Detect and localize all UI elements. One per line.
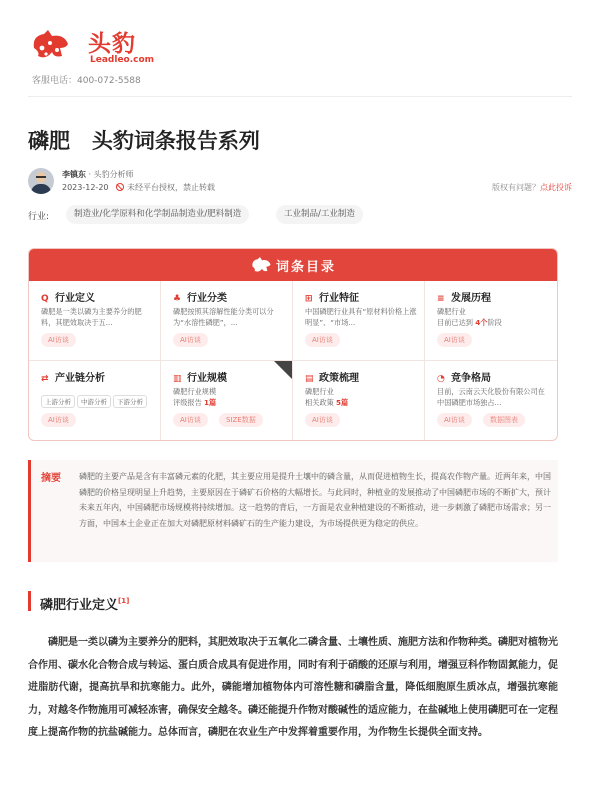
abstract-text: 磷肥的主要产品是含有丰富磷元素的化肥，其主要应用是提升土壤中的磷含量，从而促进植物生长，提高农作物产量。近两年来，中国磷肥的价格呈现明显上升趋势，主要原因在于磷矿石价格的大幅增长。与此同时，种植业的发展推动了中国磷肥市场的不断扩大，预计未来五年内，中国磷肥市场规模将持续增加。这一趋势的背后，一方面是农业种植建设的不断推动，进一步刺激了磷肥市场需求；另一方面，中国本土企业正在加大对磷肥原材料磷矿石的生产能力建设，为市场提供更为稳定的供应。 — [79, 472, 551, 528]
toc-item-market-size[interactable]: ▥ 行业规模 磷肥行业规模 评级报告 1篇 AI访谈 SIZE数据 — [161, 361, 293, 441]
corner-badge — [274, 361, 292, 379]
ai-interview-chip[interactable]: AI访谈 — [173, 413, 208, 427]
size-data-chip[interactable]: SIZE数据 — [219, 413, 263, 427]
toc-title: 词条目录 — [275, 260, 336, 275]
copyright-complaint: 版权有问题？点此投诉 — [492, 183, 572, 192]
ai-interview-chip[interactable]: AI访谈 — [437, 413, 472, 427]
table-of-contents — [28, 248, 558, 441]
section-body: 磷肥是一类以磷为主要养分的肥料，其肥效取决于五氧化二磷含量、土壤性质、施肥方法和作物种类。磷肥对植物光合作用、碳水化合物合成与转运、蛋白质合成具有促进作用，同时有利于硝酸的还原与利用，增强豆科作物固氮能力，促进脂肪代谢，提高抗旱和抗寒能力。此外，磷能增加植物体内可溶性糖和磷脂含量，降低细胞原生质冰点，增强抗寒能力，对越冬作物施用可减轻冻害，确保安全越冬。磷还能提升作物对酸碱性的适应能力，在盐碱地上使用磷肥可在一定程度上提高作物的抗盐碱能力。总体而言，磷肥在农业生产中发挥着重要作用，为作物生长提供全面支持。 — [28, 637, 558, 738]
data-chart-chip[interactable]: 数据图表 — [483, 413, 525, 427]
leopard-head-icon — [250, 256, 272, 274]
upstream-chip[interactable]: 上游分析 — [41, 395, 75, 408]
ai-interview-chip[interactable]: AI访谈 — [41, 333, 76, 347]
author-row — [28, 168, 572, 196]
swap-icon: ⇄ — [41, 374, 49, 384]
pie-chart-icon: ◔ — [437, 374, 445, 384]
toc-item-competition[interactable]: ◔ 竞争格局 目前，云南云天化股份有限公司在中国磷肥市场独占... AI访谈 数据图表 — [425, 361, 558, 441]
toc-grid — [29, 281, 557, 441]
complaint-link[interactable]: 点此投诉 — [540, 183, 572, 192]
page-title: 磷肥 头豹词条报告系列 — [28, 129, 260, 153]
header-divider — [28, 96, 572, 97]
author-name[interactable]: 李镇东 · 头豹分析师 — [62, 170, 134, 179]
report-header — [28, 22, 572, 92]
logo-text-en: Leadleo.com — [90, 55, 155, 65]
reference-link[interactable]: [1] — [118, 597, 130, 605]
avatar[interactable] — [28, 168, 54, 194]
ai-interview-chip[interactable]: AI访谈 — [437, 333, 472, 347]
authorization-note: 未经平台授权，禁止转载 — [116, 182, 215, 193]
grid-icon: ⊞ — [305, 294, 313, 304]
midstream-chip[interactable]: 中游分析 — [77, 395, 111, 408]
ai-interview-chip[interactable]: AI访谈 — [305, 413, 340, 427]
brand-logo[interactable] — [28, 22, 155, 72]
bar-chart-icon: ▥ — [173, 374, 182, 384]
ai-interview-chip[interactable]: AI访谈 — [173, 333, 208, 347]
ai-interview-chip[interactable]: AI访谈 — [41, 413, 76, 427]
logo-text-cn: 头豹 — [88, 31, 136, 57]
toc-banner — [29, 249, 557, 281]
timeline-icon: ≡ — [437, 294, 445, 304]
leopard-head-icon — [30, 28, 70, 62]
toc-item-features[interactable]: ⊞ 行业特征 中国磷肥行业具有“原材料价格上涨明显”、“市场... AI访谈 — [293, 281, 425, 361]
downstream-chip[interactable]: 下游分析 — [113, 395, 147, 408]
author-role: · 头豹分析师 — [86, 170, 134, 179]
search-doc-icon: Q — [41, 294, 49, 304]
toc-item-industry-chain[interactable]: ⇄ 产业链分析 上游分析 中游分析 下游分析 AI访谈 — [29, 361, 161, 441]
policy-doc-icon: ▤ — [305, 374, 314, 384]
abstract-label: 摘要 — [41, 473, 61, 484]
section-title: 磷肥行业定义[1] — [28, 591, 129, 611]
publish-date: 2023-12-20 — [62, 183, 109, 192]
toc-item-definition[interactable]: Q 行业定义 磷肥是一类以磷为主要养分的肥料，其肥效取决于五... AI访谈 — [29, 281, 161, 361]
toc-item-policy[interactable]: ▤ 政策梳理 磷肥行业 相关政策 5篇 AI访谈 — [293, 361, 425, 441]
toc-item-history[interactable]: ≡ 发展历程 磷肥行业 目前已达到 4个阶段 AI访谈 — [425, 281, 558, 361]
hierarchy-icon: ♣ — [173, 294, 182, 304]
ai-interview-chip[interactable]: AI访谈 — [305, 333, 340, 347]
industry-tag[interactable]: 工业制品/工业制造 — [276, 205, 363, 224]
industry-label: 行业: — [28, 212, 50, 222]
toc-item-classification[interactable]: ♣ 行业分类 磷肥按照其溶解性能分类可以分为“水溶性磷肥”，... AI访谈 — [161, 281, 293, 361]
industry-tag[interactable]: 制造业/化学原料和化学制品制造业/肥料制造 — [66, 205, 249, 224]
prohibited-icon — [116, 183, 124, 191]
service-phone: 客服电话：400-072-5588 — [32, 76, 141, 86]
abstract-box — [28, 460, 558, 562]
